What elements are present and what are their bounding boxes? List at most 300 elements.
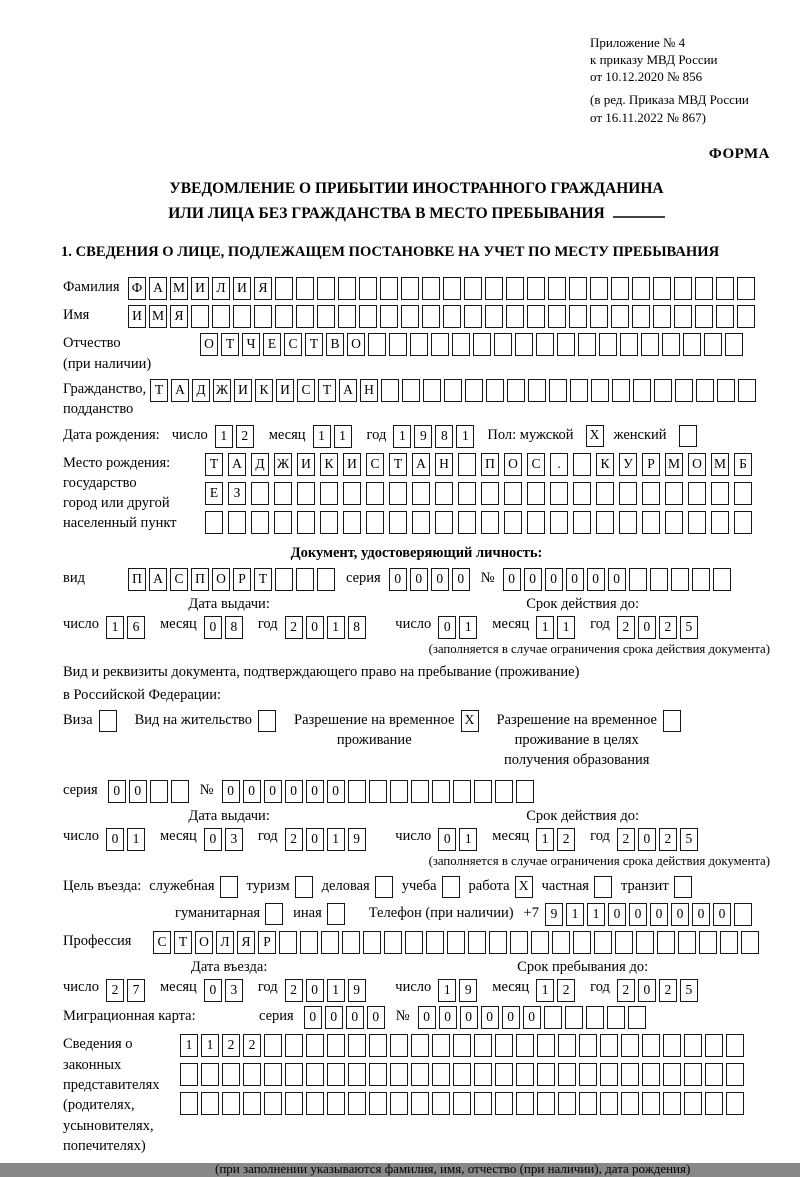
char-box[interactable] (458, 453, 476, 476)
char-box[interactable]: 0 (306, 979, 324, 1002)
char-box[interactable] (296, 568, 314, 591)
char-box[interactable] (180, 1092, 198, 1115)
char-box[interactable] (405, 931, 423, 954)
char-box[interactable] (642, 1063, 660, 1086)
char-box[interactable]: И (234, 379, 252, 402)
char-box[interactable]: И (276, 379, 294, 402)
char-box[interactable] (348, 780, 366, 803)
char-box[interactable]: 2 (285, 616, 303, 639)
char-box[interactable] (381, 379, 399, 402)
char-box[interactable] (600, 1092, 618, 1115)
char-box[interactable]: 0 (523, 1006, 541, 1029)
char-box[interactable]: 2 (617, 616, 635, 639)
char-box[interactable] (596, 511, 614, 534)
char-box[interactable] (527, 511, 545, 534)
char-box[interactable] (464, 305, 482, 328)
char-box[interactable] (726, 1034, 744, 1057)
char-box[interactable]: Т (205, 453, 223, 476)
char-box[interactable] (296, 305, 314, 328)
checkbox[interactable] (220, 876, 238, 898)
checkbox[interactable] (442, 876, 460, 898)
char-box[interactable] (485, 277, 503, 300)
char-box[interactable] (662, 333, 680, 356)
char-box[interactable] (579, 1034, 597, 1057)
char-box[interactable] (369, 1092, 387, 1115)
char-box[interactable]: 1 (566, 903, 584, 926)
char-box[interactable] (528, 379, 546, 402)
char-box[interactable] (550, 511, 568, 534)
char-box[interactable] (569, 305, 587, 328)
char-box[interactable]: Д (192, 379, 210, 402)
char-box[interactable] (548, 305, 566, 328)
char-box[interactable] (495, 1092, 513, 1115)
char-box[interactable] (251, 482, 269, 505)
checkbox[interactable] (375, 876, 393, 898)
char-box[interactable] (342, 931, 360, 954)
char-box[interactable] (402, 379, 420, 402)
char-box[interactable] (458, 511, 476, 534)
char-box[interactable]: 8 (348, 616, 366, 639)
char-box[interactable] (713, 568, 731, 591)
char-box[interactable] (423, 379, 441, 402)
char-box[interactable] (549, 379, 567, 402)
char-box[interactable] (171, 780, 189, 803)
char-box[interactable] (665, 482, 683, 505)
char-box[interactable]: 2 (106, 979, 124, 1002)
char-box[interactable] (359, 305, 377, 328)
char-box[interactable]: О (195, 931, 213, 954)
char-box[interactable] (285, 1034, 303, 1057)
char-box[interactable] (494, 333, 512, 356)
char-box[interactable] (389, 511, 407, 534)
char-box[interactable]: 1 (127, 828, 145, 851)
char-box[interactable] (695, 277, 713, 300)
char-box[interactable] (495, 1034, 513, 1057)
char-box[interactable]: О (688, 453, 706, 476)
char-box[interactable] (573, 511, 591, 534)
char-box[interactable]: 0 (692, 903, 710, 926)
char-box[interactable] (412, 482, 430, 505)
char-box[interactable] (363, 931, 381, 954)
char-box[interactable] (320, 511, 338, 534)
char-box[interactable]: И (233, 277, 251, 300)
char-box[interactable]: 2 (659, 828, 677, 851)
char-box[interactable] (507, 379, 525, 402)
char-box[interactable]: 1 (587, 903, 605, 926)
char-box[interactable]: 0 (502, 1006, 520, 1029)
char-box[interactable]: А (228, 453, 246, 476)
char-box[interactable] (688, 511, 706, 534)
char-box[interactable]: Ж (274, 453, 292, 476)
char-box[interactable] (411, 1063, 429, 1086)
char-box[interactable]: 0 (285, 780, 303, 803)
char-box[interactable] (734, 482, 752, 505)
char-box[interactable] (527, 482, 545, 505)
char-box[interactable] (390, 1063, 408, 1086)
char-box[interactable] (180, 1063, 198, 1086)
char-box[interactable] (317, 305, 335, 328)
char-box[interactable]: 2 (222, 1034, 240, 1057)
char-box[interactable] (411, 1034, 429, 1057)
checkbox[interactable]: X (586, 425, 604, 447)
char-box[interactable]: 0 (671, 903, 689, 926)
char-box[interactable]: 5 (680, 828, 698, 851)
char-box[interactable] (663, 1092, 681, 1115)
char-box[interactable] (573, 482, 591, 505)
char-box[interactable] (716, 305, 734, 328)
char-box[interactable] (338, 305, 356, 328)
char-box[interactable] (474, 1034, 492, 1057)
char-box[interactable] (474, 1092, 492, 1115)
char-box[interactable]: Е (205, 482, 223, 505)
char-box[interactable]: 0 (713, 903, 731, 926)
char-box[interactable] (321, 931, 339, 954)
char-box[interactable] (410, 333, 428, 356)
char-box[interactable] (705, 1034, 723, 1057)
char-box[interactable]: 0 (650, 903, 668, 926)
char-box[interactable] (688, 482, 706, 505)
char-box[interactable]: Н (435, 453, 453, 476)
checkbox[interactable] (258, 710, 276, 732)
char-box[interactable] (642, 511, 660, 534)
char-box[interactable] (327, 1063, 345, 1086)
char-box[interactable]: К (596, 453, 614, 476)
char-box[interactable]: 0 (460, 1006, 478, 1029)
checkbox[interactable] (594, 876, 612, 898)
char-box[interactable] (296, 277, 314, 300)
char-box[interactable] (275, 277, 293, 300)
char-box[interactable] (699, 931, 717, 954)
char-box[interactable] (366, 511, 384, 534)
char-box[interactable] (254, 305, 272, 328)
char-box[interactable] (516, 1034, 534, 1057)
char-box[interactable]: 2 (659, 616, 677, 639)
char-box[interactable] (684, 1092, 702, 1115)
char-box[interactable]: Р (258, 931, 276, 954)
char-box[interactable] (465, 379, 483, 402)
char-box[interactable] (734, 903, 752, 926)
char-box[interactable]: 0 (587, 568, 605, 591)
char-box[interactable]: М (711, 453, 729, 476)
char-box[interactable]: 0 (503, 568, 521, 591)
char-box[interactable] (531, 931, 549, 954)
char-box[interactable] (510, 931, 528, 954)
char-box[interactable] (390, 1034, 408, 1057)
char-box[interactable] (474, 780, 492, 803)
char-box[interactable] (426, 931, 444, 954)
char-box[interactable] (633, 379, 651, 402)
char-box[interactable] (274, 482, 292, 505)
char-box[interactable]: 1 (180, 1034, 198, 1057)
char-box[interactable]: 1 (536, 616, 554, 639)
checkbox[interactable] (674, 876, 692, 898)
char-box[interactable] (717, 379, 735, 402)
char-box[interactable]: 0 (418, 1006, 436, 1029)
char-box[interactable] (401, 305, 419, 328)
char-box[interactable] (348, 1034, 366, 1057)
char-box[interactable]: В (326, 333, 344, 356)
char-box[interactable]: Л (216, 931, 234, 954)
char-box[interactable]: А (149, 568, 167, 591)
char-box[interactable]: 1 (327, 979, 345, 1002)
checkbox[interactable] (265, 903, 283, 925)
char-box[interactable] (711, 482, 729, 505)
char-box[interactable]: 1 (106, 616, 124, 639)
char-box[interactable] (506, 305, 524, 328)
checkbox[interactable]: X (515, 876, 533, 898)
char-box[interactable]: 0 (545, 568, 563, 591)
char-box[interactable]: 0 (608, 568, 626, 591)
char-box[interactable] (741, 931, 759, 954)
char-box[interactable] (607, 1006, 625, 1029)
char-box[interactable] (205, 511, 223, 534)
char-box[interactable] (716, 277, 734, 300)
checkbox[interactable]: X (461, 710, 479, 732)
char-box[interactable]: М (665, 453, 683, 476)
char-box[interactable] (619, 482, 637, 505)
char-box[interactable] (665, 511, 683, 534)
char-box[interactable] (369, 1034, 387, 1057)
char-box[interactable]: Ч (242, 333, 260, 356)
char-box[interactable]: 0 (306, 780, 324, 803)
char-box[interactable] (285, 1063, 303, 1086)
char-box[interactable]: 0 (431, 568, 449, 591)
char-box[interactable] (632, 305, 650, 328)
char-box[interactable] (653, 277, 671, 300)
char-box[interactable] (495, 780, 513, 803)
char-box[interactable] (611, 305, 629, 328)
char-box[interactable] (737, 305, 755, 328)
char-box[interactable]: Я (237, 931, 255, 954)
char-box[interactable]: С (527, 453, 545, 476)
char-box[interactable]: 0 (367, 1006, 385, 1029)
char-box[interactable]: 0 (524, 568, 542, 591)
char-box[interactable] (738, 379, 756, 402)
char-box[interactable]: 0 (452, 568, 470, 591)
char-box[interactable] (432, 1092, 450, 1115)
char-box[interactable] (380, 277, 398, 300)
char-box[interactable] (275, 568, 293, 591)
char-box[interactable] (422, 277, 440, 300)
char-box[interactable] (327, 1034, 345, 1057)
char-box[interactable] (704, 333, 722, 356)
char-box[interactable] (481, 482, 499, 505)
char-box[interactable]: Т (221, 333, 239, 356)
char-box[interactable] (422, 305, 440, 328)
checkbox[interactable] (663, 710, 681, 732)
char-box[interactable]: Т (305, 333, 323, 356)
char-box[interactable] (578, 333, 596, 356)
char-box[interactable]: 0 (129, 780, 147, 803)
char-box[interactable] (359, 277, 377, 300)
char-box[interactable] (495, 1063, 513, 1086)
char-box[interactable] (611, 277, 629, 300)
char-box[interactable] (674, 277, 692, 300)
char-box[interactable] (678, 931, 696, 954)
char-box[interactable] (486, 379, 504, 402)
char-box[interactable] (671, 568, 689, 591)
char-box[interactable] (558, 1034, 576, 1057)
char-box[interactable]: О (504, 453, 522, 476)
char-box[interactable] (212, 305, 230, 328)
char-box[interactable]: Т (150, 379, 168, 402)
char-box[interactable] (621, 1063, 639, 1086)
char-box[interactable]: 0 (439, 1006, 457, 1029)
char-box[interactable]: 1 (456, 425, 474, 448)
char-box[interactable]: 9 (348, 979, 366, 1002)
char-box[interactable] (527, 277, 545, 300)
char-box[interactable]: 5 (680, 979, 698, 1002)
char-box[interactable]: Р (642, 453, 660, 476)
char-box[interactable] (516, 1092, 534, 1115)
char-box[interactable] (233, 305, 251, 328)
char-box[interactable]: Б (734, 453, 752, 476)
char-box[interactable] (275, 305, 293, 328)
char-box[interactable] (390, 1092, 408, 1115)
checkbox[interactable] (99, 710, 117, 732)
char-box[interactable] (590, 277, 608, 300)
char-box[interactable]: Я (170, 305, 188, 328)
char-box[interactable] (432, 1063, 450, 1086)
char-box[interactable]: 1 (536, 979, 554, 1002)
char-box[interactable] (264, 1092, 282, 1115)
char-box[interactable] (674, 305, 692, 328)
char-box[interactable] (726, 1063, 744, 1086)
char-box[interactable] (306, 1034, 324, 1057)
char-box[interactable] (654, 379, 672, 402)
char-box[interactable]: П (128, 568, 146, 591)
char-box[interactable]: 9 (414, 425, 432, 448)
char-box[interactable] (481, 511, 499, 534)
checkbox[interactable] (679, 425, 697, 447)
char-box[interactable]: 1 (459, 616, 477, 639)
char-box[interactable] (348, 1092, 366, 1115)
char-box[interactable] (369, 1063, 387, 1086)
char-box[interactable]: 2 (243, 1034, 261, 1057)
char-box[interactable] (734, 511, 752, 534)
char-box[interactable]: 1 (327, 828, 345, 851)
char-box[interactable] (590, 305, 608, 328)
char-box[interactable]: 0 (108, 780, 126, 803)
char-box[interactable] (453, 1063, 471, 1086)
char-box[interactable]: Д (251, 453, 269, 476)
char-box[interactable] (384, 931, 402, 954)
char-box[interactable]: К (255, 379, 273, 402)
char-box[interactable] (191, 305, 209, 328)
char-box[interactable]: 9 (459, 979, 477, 1002)
char-box[interactable] (642, 1034, 660, 1057)
char-box[interactable] (537, 1034, 555, 1057)
char-box[interactable] (594, 931, 612, 954)
char-box[interactable] (504, 511, 522, 534)
char-box[interactable] (411, 780, 429, 803)
char-box[interactable] (619, 511, 637, 534)
char-box[interactable] (596, 482, 614, 505)
char-box[interactable] (368, 333, 386, 356)
char-box[interactable] (621, 1092, 639, 1115)
char-box[interactable]: 1 (459, 828, 477, 851)
char-box[interactable] (600, 1063, 618, 1086)
char-box[interactable] (327, 1092, 345, 1115)
char-box[interactable] (558, 1063, 576, 1086)
char-box[interactable] (570, 379, 588, 402)
char-box[interactable] (675, 379, 693, 402)
char-box[interactable]: С (284, 333, 302, 356)
char-box[interactable] (642, 482, 660, 505)
char-box[interactable] (579, 1092, 597, 1115)
char-box[interactable]: А (171, 379, 189, 402)
char-box[interactable]: И (191, 277, 209, 300)
char-box[interactable] (504, 482, 522, 505)
char-box[interactable]: 2 (617, 828, 635, 851)
char-box[interactable]: П (481, 453, 499, 476)
char-box[interactable] (696, 379, 714, 402)
char-box[interactable]: 0 (410, 568, 428, 591)
char-box[interactable]: К (320, 453, 338, 476)
char-box[interactable]: Е (263, 333, 281, 356)
char-box[interactable]: 0 (346, 1006, 364, 1029)
char-box[interactable]: 0 (106, 828, 124, 851)
char-box[interactable] (348, 1063, 366, 1086)
char-box[interactable]: Н (360, 379, 378, 402)
char-box[interactable] (412, 511, 430, 534)
char-box[interactable]: Р (233, 568, 251, 591)
char-box[interactable] (569, 277, 587, 300)
char-box[interactable]: Т (254, 568, 272, 591)
char-box[interactable]: 0 (264, 780, 282, 803)
char-box[interactable] (725, 333, 743, 356)
char-box[interactable] (453, 1092, 471, 1115)
char-box[interactable] (599, 333, 617, 356)
char-box[interactable] (642, 1092, 660, 1115)
char-box[interactable] (683, 333, 701, 356)
char-box[interactable]: 0 (608, 903, 626, 926)
char-box[interactable] (621, 1034, 639, 1057)
char-box[interactable]: 2 (236, 425, 254, 448)
char-box[interactable]: 2 (285, 979, 303, 1002)
char-box[interactable] (548, 277, 566, 300)
char-box[interactable] (516, 1063, 534, 1086)
char-box[interactable]: 0 (204, 828, 222, 851)
char-box[interactable] (201, 1092, 219, 1115)
char-box[interactable]: 0 (222, 780, 240, 803)
char-box[interactable] (320, 482, 338, 505)
char-box[interactable] (737, 277, 755, 300)
char-box[interactable] (684, 1034, 702, 1057)
char-box[interactable]: 1 (215, 425, 233, 448)
char-box[interactable] (431, 333, 449, 356)
char-box[interactable] (453, 780, 471, 803)
char-box[interactable]: А (339, 379, 357, 402)
char-box[interactable] (527, 305, 545, 328)
char-box[interactable] (705, 1063, 723, 1086)
char-box[interactable]: Ф (128, 277, 146, 300)
char-box[interactable] (243, 1092, 261, 1115)
char-box[interactable] (489, 931, 507, 954)
char-box[interactable]: 8 (225, 616, 243, 639)
char-box[interactable] (453, 1034, 471, 1057)
char-box[interactable] (264, 1034, 282, 1057)
char-box[interactable] (632, 277, 650, 300)
char-box[interactable] (558, 1092, 576, 1115)
char-box[interactable]: 0 (306, 828, 324, 851)
char-box[interactable] (711, 511, 729, 534)
checkbox[interactable] (327, 903, 345, 925)
char-box[interactable] (536, 333, 554, 356)
char-box[interactable]: 0 (481, 1006, 499, 1029)
char-box[interactable]: Т (318, 379, 336, 402)
char-box[interactable]: 1 (393, 425, 411, 448)
